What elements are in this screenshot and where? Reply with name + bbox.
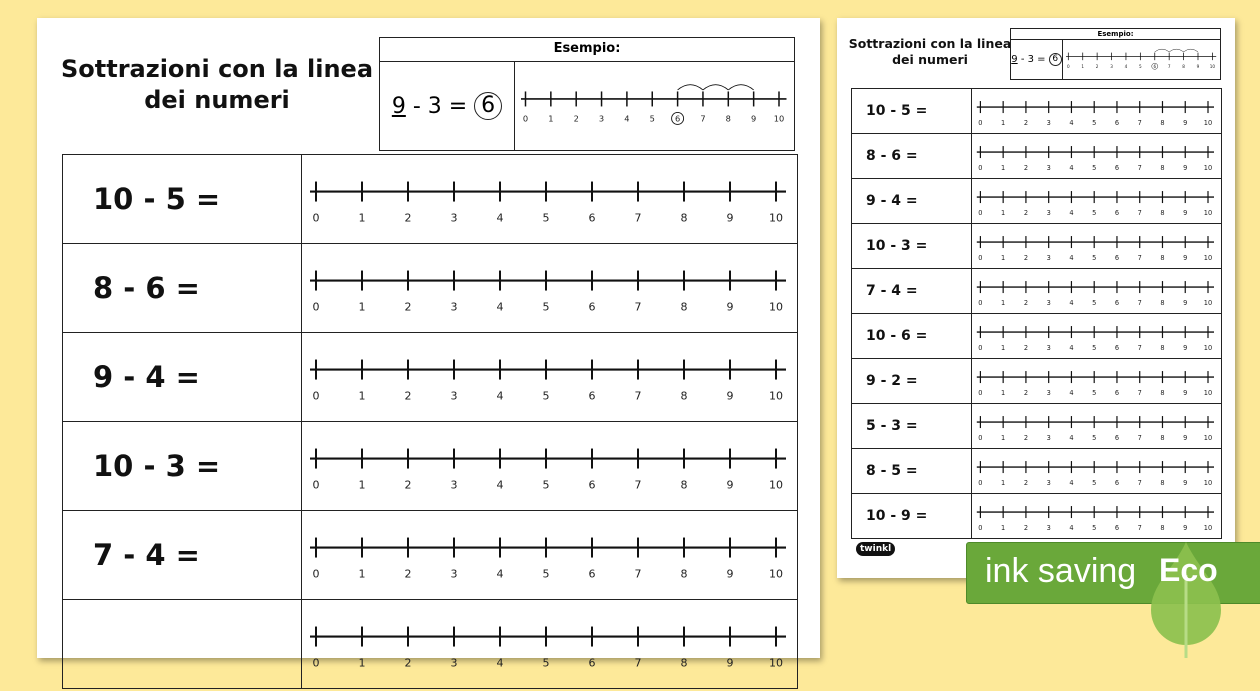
tick-label: 3	[450, 389, 458, 403]
tick-label: 5	[1092, 524, 1097, 533]
tick-label: 5	[542, 567, 550, 581]
answer-number-line-cell	[302, 422, 797, 510]
tick-label: 8	[1160, 164, 1165, 173]
tick-label: 8	[680, 389, 688, 403]
exercise-row	[852, 449, 1221, 494]
tick-label: 6	[588, 389, 596, 403]
jump-arc	[703, 85, 728, 90]
subtraction-problem: 10 - 3 =	[63, 422, 302, 510]
number-line	[972, 179, 1220, 222]
tick-label: 2	[573, 113, 579, 124]
subtraction-problem: 7 - 4 =	[852, 269, 972, 313]
answer-number-line-cell	[302, 244, 797, 332]
example-equation	[380, 62, 515, 150]
tick-label: 0	[978, 254, 983, 263]
subtraction-problem: 10 - 5 =	[63, 155, 302, 243]
answer-number-line-cell	[972, 134, 1221, 178]
tick-label: 8	[1160, 209, 1165, 218]
tick-label: 9	[1183, 434, 1188, 443]
tick-label: 10	[1203, 479, 1213, 488]
number-line	[972, 224, 1220, 267]
answer-number-line-cell	[302, 155, 797, 243]
tick-label: 10	[1203, 164, 1213, 173]
tick-label: 8	[1160, 299, 1165, 308]
tick-label: 5	[1092, 389, 1097, 398]
tick-label: 3	[450, 567, 458, 581]
answer-number-line-cell	[972, 404, 1221, 448]
number-line	[302, 422, 796, 509]
tick-label: 9	[1183, 524, 1188, 533]
exercise-row	[852, 134, 1221, 179]
tick-label: 2	[1023, 434, 1029, 443]
tick-label: 10	[769, 478, 783, 492]
tick-label: 10	[1203, 119, 1213, 128]
worksheet-title	[57, 54, 377, 116]
answer-number-line-cell	[302, 600, 797, 688]
tick-label: 4	[1069, 434, 1074, 443]
tick-label: 8	[1160, 434, 1165, 443]
tick-label: 5	[542, 300, 550, 314]
subtraction-problem: 8 - 6 =	[63, 244, 302, 332]
jump-arc	[678, 85, 703, 90]
tick-label: 0	[978, 209, 983, 218]
tick-label: 8	[1160, 389, 1165, 398]
tick-label: 4	[1069, 254, 1074, 263]
subtraction-problem: 9 - 4 =	[63, 333, 302, 421]
tick-label: 2	[404, 389, 412, 403]
exercise-row	[63, 155, 797, 244]
title-line: Sottrazioni con la linea	[60, 55, 374, 83]
tick-label: 8	[1160, 344, 1165, 353]
subtraction-problem: 10 - 9 =	[852, 494, 972, 538]
tick-label: 10	[769, 567, 783, 581]
tick-label: 0	[978, 299, 983, 308]
tick-label: 6	[588, 300, 596, 314]
tick-label: 9	[726, 478, 734, 492]
tick-label: 6	[674, 113, 681, 124]
tick-label: 3	[1046, 209, 1051, 218]
example-header: Esempio:	[380, 38, 794, 62]
tick-label: 0	[312, 656, 320, 670]
tick-label: 9	[726, 211, 734, 225]
tick-label: 3	[1046, 164, 1051, 173]
tick-label: 0	[312, 211, 320, 225]
tick-label: 7	[634, 211, 642, 225]
tick-label: 1	[1001, 299, 1006, 308]
tick-label: 2	[1023, 209, 1029, 218]
number-line	[972, 404, 1220, 447]
tick-label: 0	[978, 164, 983, 173]
answer-number-line-cell	[302, 511, 797, 599]
tick-label: 6	[1114, 344, 1120, 353]
tick-label: 1	[358, 567, 366, 581]
tick-label: 6	[1114, 209, 1120, 218]
exercise-row	[63, 511, 797, 600]
tick-label: 2	[404, 567, 412, 581]
tick-label: 3	[450, 478, 458, 492]
worksheet-page-small	[837, 18, 1235, 578]
tick-label: 3	[1046, 119, 1051, 128]
tick-label: 1	[1001, 434, 1006, 443]
tick-label: 2	[1023, 389, 1029, 398]
tick-label: 8	[680, 656, 688, 670]
tick-label: 7	[1137, 344, 1142, 353]
number-line	[972, 89, 1220, 132]
tick-label: 3	[450, 211, 458, 225]
example-answer: 6	[1049, 53, 1062, 66]
tick-label: 8	[725, 113, 731, 124]
eco-label: Eco	[1159, 552, 1218, 588]
number-line	[1063, 40, 1220, 79]
subtraction-problem: 9 - 2 =	[852, 359, 972, 403]
answer-number-line-cell	[972, 449, 1221, 493]
tick-label: 4	[1069, 119, 1074, 128]
tick-label: 3	[450, 656, 458, 670]
example-box	[1010, 28, 1221, 80]
tick-label: 6	[588, 567, 596, 581]
tick-label: 10	[769, 656, 783, 670]
jump-arc	[728, 85, 753, 90]
tick-label: 6	[1114, 389, 1120, 398]
tick-label: 5	[542, 478, 550, 492]
number-line	[972, 134, 1220, 177]
tick-label: 4	[624, 113, 630, 124]
tick-label: 0	[312, 300, 320, 314]
tick-label: 8	[1160, 254, 1165, 263]
tick-label: 10	[1203, 299, 1213, 308]
tick-label: 3	[1046, 434, 1051, 443]
tick-label: 2	[404, 211, 412, 225]
answer-number-line-cell	[972, 359, 1221, 403]
tick-label: 0	[978, 524, 983, 533]
tick-label: 6	[588, 656, 596, 670]
tick-label: 4	[496, 567, 504, 581]
tick-label: 1	[1001, 479, 1006, 488]
tick-label: 8	[680, 478, 688, 492]
exercise-row	[852, 89, 1221, 134]
exercise-row	[852, 404, 1221, 449]
tick-label: 6	[1114, 524, 1120, 533]
subtraction-problem: 7 - 4 =	[63, 511, 302, 599]
tick-label: 9	[1183, 389, 1188, 398]
tick-label: 4	[1069, 389, 1074, 398]
tick-label: 7	[1137, 299, 1142, 308]
tick-label: 2	[1023, 344, 1029, 353]
tick-label: 7	[1137, 209, 1142, 218]
tick-label: 7	[1137, 479, 1142, 488]
tick-label: 7	[634, 478, 642, 492]
tick-label: 0	[312, 389, 320, 403]
answer-number-line-cell	[302, 333, 797, 421]
tick-label: 10	[769, 300, 783, 314]
tick-label: 9	[726, 567, 734, 581]
answer-number-line-cell	[972, 179, 1221, 223]
tick-label: 9	[726, 656, 734, 670]
tick-label: 2	[1023, 119, 1029, 128]
tick-label: 9	[1183, 209, 1188, 218]
tick-label: 5	[1092, 254, 1097, 263]
jump-arc	[1155, 49, 1169, 52]
tick-label: 0	[312, 567, 320, 581]
answer-number-line-cell	[972, 224, 1221, 268]
tick-label: 0	[978, 434, 983, 443]
tick-label: 7	[1137, 254, 1142, 263]
tick-label: 2	[1023, 479, 1029, 488]
tick-label: 9	[1183, 119, 1188, 128]
tick-label: 9	[1183, 164, 1188, 173]
tick-label: 3	[598, 113, 605, 124]
tick-label: 9	[1183, 344, 1188, 353]
tick-label: 3	[1110, 63, 1113, 69]
subtraction-problem	[63, 600, 302, 688]
tick-label: 0	[522, 113, 529, 124]
tick-label: 6	[1114, 254, 1120, 263]
tick-label: 1	[1001, 389, 1006, 398]
exercise-row	[852, 494, 1221, 539]
tick-label: 1	[548, 113, 554, 124]
number-line	[302, 600, 796, 687]
tick-label: 1	[358, 211, 366, 225]
tick-label: 9	[751, 113, 757, 124]
tick-label: 1	[358, 656, 366, 670]
tick-label: 10	[1203, 524, 1213, 533]
tick-label: 1	[1001, 524, 1006, 533]
tick-label: 6	[1114, 119, 1120, 128]
tick-label: 3	[1046, 524, 1051, 533]
tick-label: 6	[1114, 164, 1120, 173]
exercise-row	[852, 224, 1221, 269]
subtraction-problem: 5 - 3 =	[852, 404, 972, 448]
tick-label: 2	[1023, 299, 1029, 308]
answer-number-line-cell	[972, 269, 1221, 313]
tick-label: 5	[1092, 479, 1097, 488]
number-line	[515, 62, 794, 150]
twinkl-logo: twinkl	[856, 542, 895, 556]
tick-label: 4	[496, 478, 504, 492]
tick-label: 6	[1114, 434, 1120, 443]
example-rest: - 3 =	[405, 93, 475, 119]
subtraction-problem: 9 - 4 =	[852, 179, 972, 223]
example-rest: - 3 =	[1017, 54, 1049, 65]
tick-label: 7	[1137, 434, 1142, 443]
tick-label: 2	[1095, 63, 1099, 69]
example-number-line	[515, 62, 794, 150]
number-line	[302, 511, 796, 598]
tick-label: 5	[542, 389, 550, 403]
tick-label: 8	[680, 211, 688, 225]
tick-label: 1	[1001, 164, 1006, 173]
tick-label: 1	[1081, 63, 1085, 69]
tick-label: 10	[1209, 63, 1216, 69]
tick-label: 5	[542, 211, 550, 225]
example-equation	[1011, 40, 1063, 79]
tick-label: 6	[1114, 299, 1120, 308]
title-line: dei numeri	[144, 86, 290, 115]
tick-label: 10	[1203, 389, 1213, 398]
tick-label: 6	[1114, 479, 1120, 488]
number-line	[972, 314, 1220, 357]
tick-label: 10	[1203, 209, 1213, 218]
tick-label: 2	[404, 300, 412, 314]
number-line	[972, 449, 1220, 492]
tick-label: 5	[1092, 434, 1097, 443]
exercise-row	[63, 422, 797, 511]
badge-text: ink saving	[985, 552, 1137, 590]
tick-label: 2	[1023, 524, 1029, 533]
tick-label: 10	[769, 389, 783, 403]
tick-label: 7	[1137, 119, 1142, 128]
number-line	[302, 244, 796, 331]
tick-label: 0	[1066, 63, 1070, 69]
tick-label: 1	[1001, 344, 1006, 353]
tick-label: 3	[1046, 479, 1051, 488]
example-minuend: 9	[391, 93, 406, 119]
exercise-row	[852, 179, 1221, 224]
tick-label: 1	[1001, 254, 1006, 263]
jump-arc	[1169, 49, 1183, 52]
tick-label: 10	[1203, 344, 1213, 353]
tick-label: 9	[1183, 254, 1188, 263]
tick-label: 7	[634, 656, 642, 670]
tick-label: 7	[1167, 63, 1171, 69]
tick-label: 4	[496, 211, 504, 225]
tick-label: 0	[312, 478, 320, 492]
tick-label: 8	[1160, 119, 1165, 128]
tick-label: 6	[588, 211, 596, 225]
example-minuend: 9	[1011, 54, 1018, 65]
tick-label: 3	[1046, 254, 1051, 263]
exercise-table	[62, 154, 798, 689]
tick-label: 10	[1203, 254, 1213, 263]
subtraction-problem: 8 - 5 =	[852, 449, 972, 493]
tick-label: 4	[1069, 344, 1074, 353]
subtraction-problem: 10 - 6 =	[852, 314, 972, 358]
tick-label: 3	[1046, 344, 1051, 353]
number-line	[302, 155, 796, 242]
tick-label: 7	[700, 113, 706, 124]
tick-label: 0	[978, 389, 983, 398]
worksheet-title	[845, 36, 1018, 69]
example-box	[379, 37, 795, 151]
tick-label: 9	[1183, 479, 1188, 488]
title-line: dei numeri	[892, 52, 968, 68]
tick-label: 8	[1182, 63, 1185, 69]
subtraction-problem: 10 - 3 =	[852, 224, 972, 268]
tick-label: 5	[1092, 209, 1097, 218]
exercise-table	[851, 88, 1222, 539]
tick-label: 7	[634, 389, 642, 403]
tick-label: 2	[404, 656, 412, 670]
exercise-row	[852, 314, 1221, 359]
tick-label: 5	[1092, 119, 1097, 128]
tick-label: 9	[726, 389, 734, 403]
number-line	[972, 494, 1220, 537]
tick-label: 5	[542, 656, 550, 670]
tick-label: 9	[726, 300, 734, 314]
tick-label: 0	[978, 344, 983, 353]
tick-label: 6	[588, 478, 596, 492]
answer-number-line-cell	[972, 89, 1221, 133]
tick-label: 10	[1203, 434, 1213, 443]
tick-label: 7	[1137, 524, 1142, 533]
worksheet-page-large	[37, 18, 820, 670]
tick-label: 0	[978, 479, 983, 488]
tick-label: 8	[1160, 524, 1165, 533]
tick-label: 2	[1023, 164, 1029, 173]
tick-label: 4	[496, 656, 504, 670]
tick-label: 5	[1139, 63, 1142, 69]
tick-label: 1	[1001, 209, 1006, 218]
tick-label: 7	[1137, 164, 1142, 173]
number-line	[972, 359, 1220, 402]
tick-label: 6	[1153, 63, 1157, 69]
tick-label: 9	[1183, 299, 1188, 308]
example-number-line	[1063, 40, 1220, 79]
tick-label: 4	[1069, 164, 1074, 173]
tick-label: 4	[1069, 524, 1074, 533]
exercise-row	[63, 600, 797, 689]
number-line	[302, 333, 796, 420]
tick-label: 5	[1092, 344, 1097, 353]
tick-label: 8	[1160, 479, 1165, 488]
subtraction-problem: 8 - 6 =	[852, 134, 972, 178]
tick-label: 3	[1046, 299, 1051, 308]
tick-label: 4	[1124, 63, 1128, 69]
tick-label: 10	[773, 113, 785, 124]
tick-label: 8	[680, 567, 688, 581]
tick-label: 1	[358, 478, 366, 492]
tick-label: 1	[1001, 119, 1006, 128]
exercise-row	[852, 359, 1221, 404]
tick-label: 7	[634, 300, 642, 314]
tick-label: 7	[634, 567, 642, 581]
tick-label: 0	[978, 119, 983, 128]
tick-label: 5	[649, 113, 655, 124]
title-line: Sottrazioni con la linea	[848, 36, 1012, 51]
answer-number-line-cell	[972, 314, 1221, 358]
example-header: Esempio:	[1011, 29, 1220, 40]
tick-label: 4	[496, 389, 504, 403]
tick-label: 4	[1069, 209, 1074, 218]
tick-label: 3	[450, 300, 458, 314]
jump-arc	[1184, 49, 1198, 52]
tick-label: 4	[1069, 479, 1074, 488]
tick-label: 2	[404, 478, 412, 492]
tick-label: 4	[496, 300, 504, 314]
number-line	[972, 269, 1220, 312]
tick-label: 9	[1196, 63, 1200, 69]
tick-label: 4	[1069, 299, 1074, 308]
subtraction-problem: 10 - 5 =	[852, 89, 972, 133]
example-answer: 6	[474, 92, 502, 120]
tick-label: 8	[680, 300, 688, 314]
tick-label: 1	[358, 300, 366, 314]
tick-label: 2	[1023, 254, 1029, 263]
answer-number-line-cell	[972, 494, 1221, 538]
exercise-row	[852, 269, 1221, 314]
tick-label: 5	[1092, 164, 1097, 173]
tick-label: 3	[1046, 389, 1051, 398]
exercise-row	[63, 244, 797, 333]
tick-label: 1	[358, 389, 366, 403]
tick-label: 7	[1137, 389, 1142, 398]
tick-label: 5	[1092, 299, 1097, 308]
tick-label: 10	[769, 211, 783, 225]
exercise-row	[63, 333, 797, 422]
